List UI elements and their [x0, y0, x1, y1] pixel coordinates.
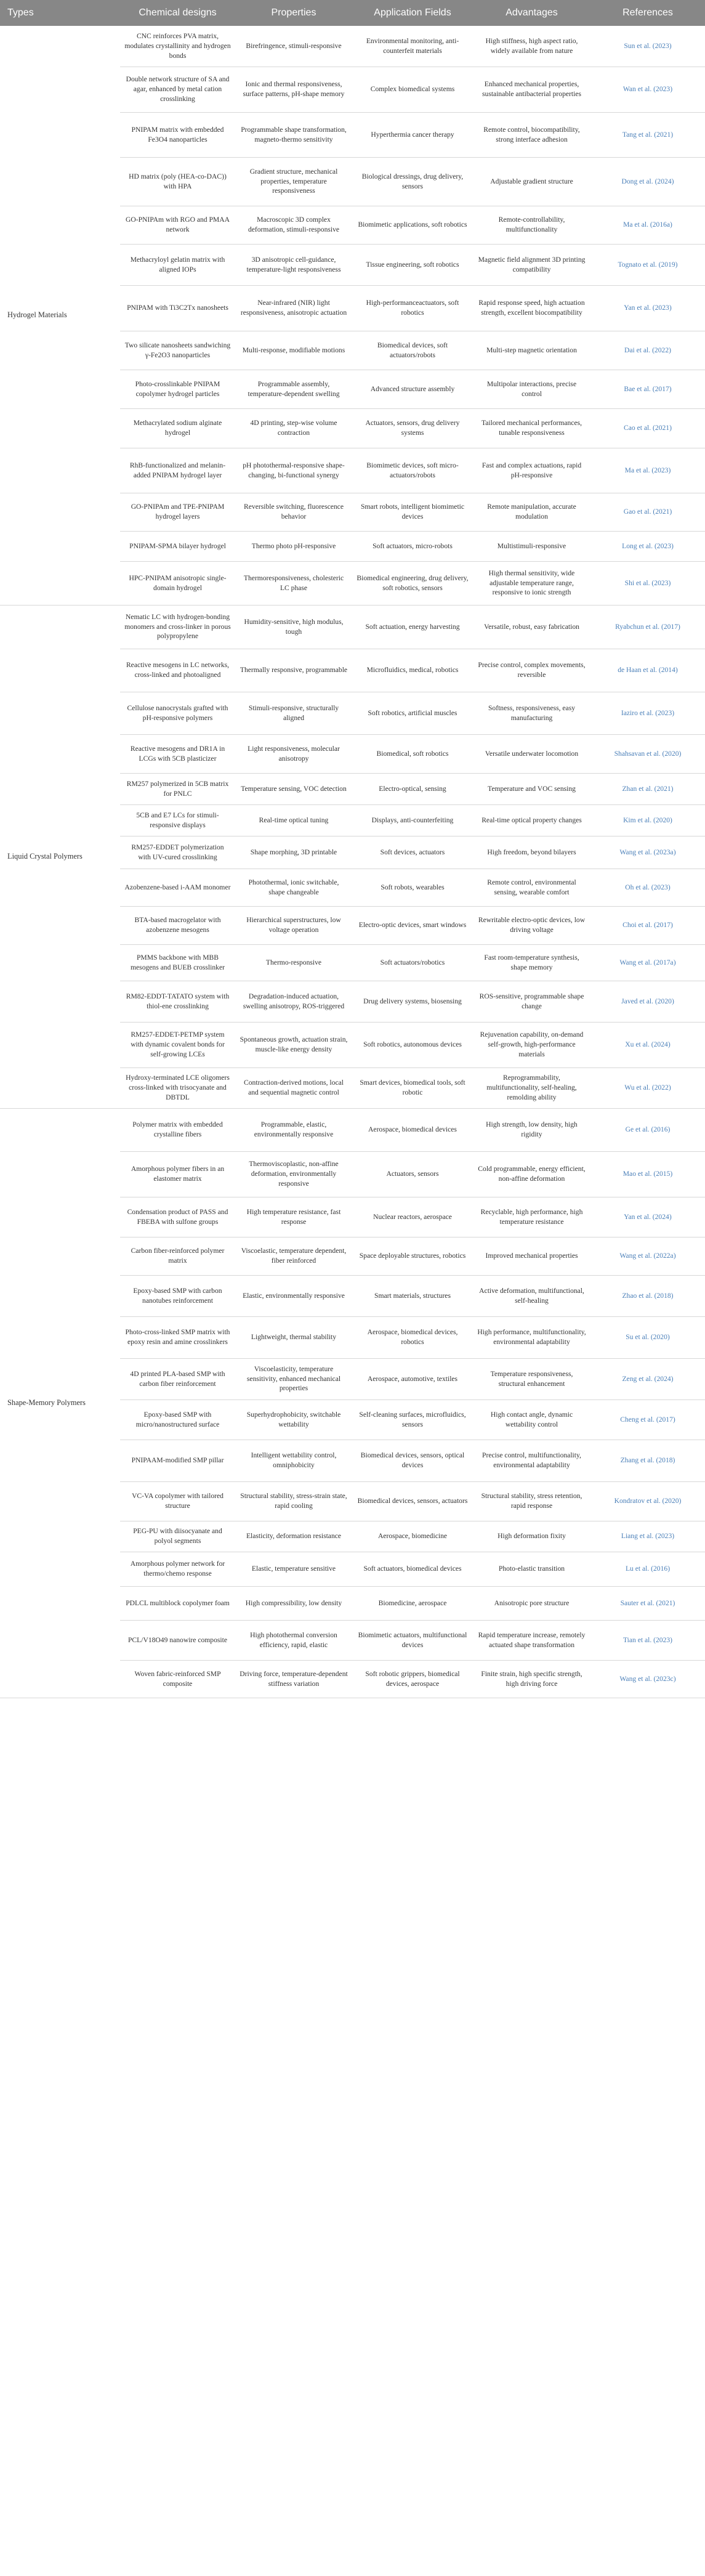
- reference-cell: Xu et al. (2024): [590, 1022, 705, 1067]
- advantages-cell: Improved mechanical properties: [473, 1237, 590, 1275]
- reference-cell: Su et al. (2020): [590, 1316, 705, 1358]
- reference-cell: Bae et al. (2017): [590, 370, 705, 408]
- header-row: [0, 0, 705, 26]
- reference-cell: Yan et al. (2023): [590, 285, 705, 331]
- properties-cell: Viscoelastic, temperature dependent, fiber reinforced: [235, 1237, 352, 1275]
- properties-cell: Thermoresponsiveness, cholesteric LC phase: [235, 561, 352, 605]
- reference-cell: Ma et al. (2016a): [590, 206, 705, 244]
- advantages-cell: Anisotropic pore structure: [473, 1586, 590, 1620]
- application-cell: Biomedical engineering, drug delivery, soft robotics, sensors: [352, 561, 473, 605]
- properties-cell: Superhydrophobicity, switchable wettability: [235, 1399, 352, 1440]
- reference-cell: Sauter et al. (2021): [590, 1586, 705, 1620]
- application-cell: Drug delivery systems, biosensing: [352, 981, 473, 1022]
- application-cell: Displays, anti-counterfeiting: [352, 804, 473, 836]
- advantages-cell: Multipolar interactions, precise control: [473, 370, 590, 408]
- properties-cell: Shape morphing, 3D printable: [235, 836, 352, 869]
- properties-cell: Light responsiveness, molecular anisotropy: [235, 734, 352, 773]
- header-types: Types: [0, 0, 120, 26]
- advantages-cell: Real-time optical property changes: [473, 804, 590, 836]
- properties-cell: Multi-response, modifiable motions: [235, 331, 352, 370]
- application-cell: Soft robots, wearables: [352, 869, 473, 906]
- design-cell: BTA-based macrogelator with azobenzene mesogens: [120, 906, 235, 944]
- application-cell: Space deployable structures, robotics: [352, 1237, 473, 1275]
- application-cell: Environmental monitoring, anti-counterfeit materials: [352, 26, 473, 67]
- advantages-cell: Remote manipulation, accurate modulation: [473, 493, 590, 531]
- properties-cell: Photothermal, ionic switchable, shape changeable: [235, 869, 352, 906]
- reference-cell: Tang et al. (2021): [590, 112, 705, 157]
- reference-cell: Sun et al. (2023): [590, 26, 705, 67]
- advantages-cell: Rejuvenation capability, on-demand self-growth, high-performance materials: [473, 1022, 590, 1067]
- properties-cell: Thermo-responsive: [235, 944, 352, 981]
- advantages-cell: Adjustable gradient structure: [473, 157, 590, 206]
- advantages-cell: High thermal sensitivity, wide adjustable temperature range, responsive to ionic strength: [473, 561, 590, 605]
- design-cell: Hydroxy-terminated LCE oligomers cross-linked with trisocyanate and DBTDL: [120, 1067, 235, 1108]
- application-cell: Complex biomedical systems: [352, 67, 473, 112]
- advantages-cell: Active deformation, multifunctional, self-healing: [473, 1275, 590, 1316]
- properties-cell: pH photothermal-responsive shape-changing, bi-functional synergy: [235, 448, 352, 493]
- application-cell: Advanced structure assembly: [352, 370, 473, 408]
- category-cell: Liquid Crystal Polymers: [0, 605, 120, 1108]
- reference-cell: Dong et al. (2024): [590, 157, 705, 206]
- advantages-cell: Multi-step magnetic orientation: [473, 331, 590, 370]
- design-cell: Double network structure of SA and agar, enhanced by metal cation crosslinking: [120, 67, 235, 112]
- reference-cell: Ryabchun et al. (2017): [590, 605, 705, 649]
- reference-cell: Ma et al. (2023): [590, 448, 705, 493]
- advantages-cell: Remote control, biocompatibility, strong interface adhesion: [473, 112, 590, 157]
- application-cell: Biomedical devices, sensors, actuators: [352, 1481, 473, 1521]
- design-cell: Reactive mesogens in LC networks, cross-linked and photoaligned: [120, 649, 235, 692]
- advantages-cell: Temperature and VOC sensing: [473, 773, 590, 804]
- application-cell: Biomimetic applications, soft robotics: [352, 206, 473, 244]
- design-cell: Methacryloyl gelatin matrix with aligned IOPs: [120, 244, 235, 285]
- advantages-cell: Fast room-temperature synthesis, shape memory: [473, 944, 590, 981]
- properties-cell: Ionic and thermal responsiveness, surface patterns, pH-shape memory: [235, 67, 352, 112]
- properties-cell: Birefringence, stimuli-responsive: [235, 26, 352, 67]
- advantages-cell: Remote-controllability, multifunctionality: [473, 206, 590, 244]
- application-cell: Electro-optical, sensing: [352, 773, 473, 804]
- application-cell: Biomimetic actuators, multifunctional devices: [352, 1620, 473, 1660]
- properties-cell: Stimuli-responsive, structurally aligned: [235, 692, 352, 734]
- reference-cell: Wang et al. (2023a): [590, 836, 705, 869]
- reference-cell: Wan et al. (2023): [590, 67, 705, 112]
- reference-cell: Wang et al. (2022a): [590, 1237, 705, 1275]
- reference-cell: Zhao et al. (2018): [590, 1275, 705, 1316]
- reference-cell: Tian et al. (2023): [590, 1620, 705, 1660]
- reference-cell: Wang et al. (2017a): [590, 944, 705, 981]
- reference-cell: Lu et al. (2016): [590, 1552, 705, 1586]
- reference-cell: Choi et al. (2017): [590, 906, 705, 944]
- reference-cell: Gao et al. (2021): [590, 493, 705, 531]
- properties-cell: Elasticity, deformation resistance: [235, 1521, 352, 1552]
- header-chemical-designs: Chemical designs: [120, 0, 235, 26]
- design-cell: Condensation product of PASS and FBEBA with sulfone groups: [120, 1197, 235, 1237]
- advantages-cell: Temperature responsiveness, structural enhancement: [473, 1358, 590, 1399]
- properties-cell: Structural stability, stress-strain state, rapid cooling: [235, 1481, 352, 1521]
- table-row: [0, 1108, 705, 1151]
- properties-cell: 3D anisotropic cell-guidance, temperature-light responsiveness: [235, 244, 352, 285]
- application-cell: Soft robotics, autonomous devices: [352, 1022, 473, 1067]
- advantages-cell: Precise control, multifunctionality, environmental adaptability: [473, 1440, 590, 1481]
- application-cell: Biomedical devices, sensors, optical devices: [352, 1440, 473, 1481]
- reference-cell: Shahsavan et al. (2020): [590, 734, 705, 773]
- design-cell: PDLCL multiblock copolymer foam: [120, 1586, 235, 1620]
- design-cell: Nematic LC with hydrogen-bonding monomers and cross-linker in porous polypropylene: [120, 605, 235, 649]
- reference-cell: Shi et al. (2023): [590, 561, 705, 605]
- application-cell: Biomedicine, aerospace: [352, 1586, 473, 1620]
- advantages-cell: Finite strain, high specific strength, high driving force: [473, 1660, 590, 1698]
- advantages-cell: Recyclable, high performance, high temperature resistance: [473, 1197, 590, 1237]
- design-cell: RM257 polymerized in 5CB matrix for PNLC: [120, 773, 235, 804]
- reference-cell: Javed et al. (2020): [590, 981, 705, 1022]
- advantages-cell: High performance, multifunctionality, environmental adaptability: [473, 1316, 590, 1358]
- properties-cell: Lightweight, thermal stability: [235, 1316, 352, 1358]
- application-cell: Soft actuators, biomedical devices: [352, 1552, 473, 1586]
- advantages-cell: Tailored mechanical performances, tunable responsiveness: [473, 408, 590, 448]
- design-cell: GO-PNIPAm and TPE-PNIPAM hydrogel layers: [120, 493, 235, 531]
- reference-cell: Liang et al. (2023): [590, 1521, 705, 1552]
- header-references: References: [590, 0, 705, 26]
- design-cell: RM257-EDDET polymerization with UV-cured crosslinking: [120, 836, 235, 869]
- properties-cell: Elastic, temperature sensitive: [235, 1552, 352, 1586]
- properties-cell: Programmable, elastic, environmentally responsive: [235, 1108, 352, 1151]
- reference-cell: Wang et al. (2023c): [590, 1660, 705, 1698]
- design-cell: CNC reinforces PVA matrix, modulates crystallinity and hydrogen bonds: [120, 26, 235, 67]
- advantages-cell: High contact angle, dynamic wettability control: [473, 1399, 590, 1440]
- application-cell: Soft actuators/robotics: [352, 944, 473, 981]
- properties-cell: Real-time optical tuning: [235, 804, 352, 836]
- properties-cell: High compressibility, low density: [235, 1586, 352, 1620]
- application-cell: Biological dressings, drug delivery, sensors: [352, 157, 473, 206]
- advantages-cell: Structural stability, stress retention, rapid response: [473, 1481, 590, 1521]
- properties-cell: Macroscopic 3D complex deformation, stimuli-responsive: [235, 206, 352, 244]
- design-cell: Azobenzene-based i-AAM monomer: [120, 869, 235, 906]
- design-cell: VC-VA copolymer with tailored structure: [120, 1481, 235, 1521]
- reference-cell: Wu et al. (2022): [590, 1067, 705, 1108]
- category-cell: Hydrogel Materials: [0, 26, 120, 605]
- reference-cell: Iaziro et al. (2023): [590, 692, 705, 734]
- properties-cell: Elastic, environmentally responsive: [235, 1275, 352, 1316]
- design-cell: Polymer matrix with embedded crystalline fibers: [120, 1108, 235, 1151]
- properties-cell: Intelligent wettability control, omniphobicity: [235, 1440, 352, 1481]
- design-cell: RhB-functionalized and melanin-added PNIPAM hydrogel layer: [120, 448, 235, 493]
- properties-cell: Programmable assembly, temperature-dependent swelling: [235, 370, 352, 408]
- design-cell: Carbon fiber-reinforced polymer matrix: [120, 1237, 235, 1275]
- properties-cell: Spontaneous growth, actuation strain, muscle-like energy density: [235, 1022, 352, 1067]
- properties-cell: High temperature resistance, fast response: [235, 1197, 352, 1237]
- application-cell: Self-cleaning surfaces, microfluidics, sensors: [352, 1399, 473, 1440]
- application-cell: Electro-optic devices, smart windows: [352, 906, 473, 944]
- design-cell: Two silicate nanosheets sandwiching γ-Fe2O3 nanoparticles: [120, 331, 235, 370]
- advantages-cell: Rapid temperature increase, remotely actuated shape transformation: [473, 1620, 590, 1660]
- design-cell: Photo-crosslinkable PNIPAM copolymer hydrogel particles: [120, 370, 235, 408]
- design-cell: PNIPAM matrix with embedded Fe3O4 nanoparticles: [120, 112, 235, 157]
- advantages-cell: Remote control, environmental sensing, wearable comfort: [473, 869, 590, 906]
- properties-cell: Contraction-derived motions, local and sequential magnetic control: [235, 1067, 352, 1108]
- reference-cell: Mao et al. (2015): [590, 1151, 705, 1197]
- table-row: [0, 605, 705, 649]
- application-cell: Soft robotic grippers, biomedical devices, aerospace: [352, 1660, 473, 1698]
- header-application-fields: Application Fields: [352, 0, 473, 26]
- advantages-cell: Cold programmable, energy efficient, non-affine deformation: [473, 1151, 590, 1197]
- reference-cell: Zhang et al. (2018): [590, 1440, 705, 1481]
- application-cell: Tissue engineering, soft robotics: [352, 244, 473, 285]
- design-cell: Cellulose nanocrystals grafted with pH-responsive polymers: [120, 692, 235, 734]
- application-cell: Actuators, sensors: [352, 1151, 473, 1197]
- design-cell: Woven fabric-reinforced SMP composite: [120, 1660, 235, 1698]
- design-cell: Methacrylated sodium alginate hydrogel: [120, 408, 235, 448]
- advantages-cell: Precise control, complex movements, reversible: [473, 649, 590, 692]
- advantages-cell: Magnetic field alignment 3D printing compatibility: [473, 244, 590, 285]
- properties-cell: Programmable shape transformation, magneto-thermo sensitivity: [235, 112, 352, 157]
- reference-cell: Zeng et al. (2024): [590, 1358, 705, 1399]
- design-cell: Amorphous polymer fibers in an elastomer matrix: [120, 1151, 235, 1197]
- advantages-cell: High stiffness, high aspect ratio, widely available from nature: [473, 26, 590, 67]
- application-cell: Aerospace, biomedicine: [352, 1521, 473, 1552]
- application-cell: Aerospace, biomedical devices, robotics: [352, 1316, 473, 1358]
- application-cell: Biomedical, soft robotics: [352, 734, 473, 773]
- design-cell: HD matrix (poly (HEA-co-DAC)) with HPA: [120, 157, 235, 206]
- advantages-cell: ROS-sensitive, programmable shape change: [473, 981, 590, 1022]
- header-advantages: Advantages: [473, 0, 590, 26]
- design-cell: Epoxy-based SMP with carbon nanotubes reinforcement: [120, 1275, 235, 1316]
- reference-cell: Long et al. (2023): [590, 531, 705, 561]
- application-cell: Smart materials, structures: [352, 1275, 473, 1316]
- advantages-cell: Rewritable electro-optic devices, low driving voltage: [473, 906, 590, 944]
- advantages-cell: High freedom, beyond bilayers: [473, 836, 590, 869]
- design-cell: HPC-PNIPAM anisotropic single-domain hydrogel: [120, 561, 235, 605]
- properties-cell: Temperature sensing, VOC detection: [235, 773, 352, 804]
- reference-cell: Ge et al. (2016): [590, 1108, 705, 1151]
- properties-cell: Driving force, temperature-dependent stiffness variation: [235, 1660, 352, 1698]
- design-cell: PEG-PU with diisocyanate and polyol segments: [120, 1521, 235, 1552]
- properties-cell: Viscoelasticity, temperature sensitivity, enhanced mechanical properties: [235, 1358, 352, 1399]
- reference-cell: Yan et al. (2024): [590, 1197, 705, 1237]
- reference-cell: Dai et al. (2022): [590, 331, 705, 370]
- design-cell: PNIPAAM-modified SMP pillar: [120, 1440, 235, 1481]
- properties-cell: Thermoviscoplastic, non-affine deformation, environmentally responsive: [235, 1151, 352, 1197]
- advantages-cell: Reprogrammability, multifunctionality, self-healing, remolding ability: [473, 1067, 590, 1108]
- properties-cell: Reversible switching, fluorescence behavior: [235, 493, 352, 531]
- reference-cell: de Haan et al. (2014): [590, 649, 705, 692]
- design-cell: PMMS backbone with MBB mesogens and BUEB crosslinker: [120, 944, 235, 981]
- design-cell: PNIPAM-SPMA bilayer hydrogel: [120, 531, 235, 561]
- application-cell: Smart devices, biomedical tools, soft robotic: [352, 1067, 473, 1108]
- application-cell: Soft robotics, artificial muscles: [352, 692, 473, 734]
- reference-cell: Kim et al. (2020): [590, 804, 705, 836]
- application-cell: High-performanceactuators, soft robotics: [352, 285, 473, 331]
- application-cell: Actuators, sensors, drug delivery systems: [352, 408, 473, 448]
- advantages-cell: Versatile underwater locomotion: [473, 734, 590, 773]
- design-cell: PCL/V18O49 nanowire composite: [120, 1620, 235, 1660]
- design-cell: Epoxy-based SMP with micro/nanostructured surface: [120, 1399, 235, 1440]
- properties-cell: Gradient structure, mechanical properties, temperature responsiveness: [235, 157, 352, 206]
- reference-cell: Oh et al. (2023): [590, 869, 705, 906]
- design-cell: 4D printed PLA-based SMP with carbon fiber reinforcement: [120, 1358, 235, 1399]
- application-cell: Biomimetic devices, soft micro-actuators/robots: [352, 448, 473, 493]
- advantages-cell: Fast and complex actuations, rapid pH-responsive: [473, 448, 590, 493]
- design-cell: RM82-EDDT-TATATO system with thiol-ene crosslinking: [120, 981, 235, 1022]
- application-cell: Soft actuators, micro-robots: [352, 531, 473, 561]
- design-cell: RM257-EDDET-PETMP system with dynamic covalent bonds for self-growing LCEs: [120, 1022, 235, 1067]
- application-cell: Microfluidics, medical, robotics: [352, 649, 473, 692]
- properties-cell: Thermo photo pH-responsive: [235, 531, 352, 561]
- advantages-cell: High deformation fixity: [473, 1521, 590, 1552]
- application-cell: Biomedical devices, soft actuators/robots: [352, 331, 473, 370]
- advantages-cell: Photo-elastic transition: [473, 1552, 590, 1586]
- design-cell: GO-PNIPAm with RGO and PMAA network: [120, 206, 235, 244]
- application-cell: Aerospace, biomedical devices: [352, 1108, 473, 1151]
- properties-cell: 4D printing, step-wise volume contraction: [235, 408, 352, 448]
- category-cell: Shape-Memory Polymers: [0, 1108, 120, 1698]
- design-cell: Reactive mesogens and DR1A in LCGs with 5CB plasticizer: [120, 734, 235, 773]
- design-cell: 5CB and E7 LCs for stimuli-responsive displays: [120, 804, 235, 836]
- advantages-cell: Multistimuli-responsive: [473, 531, 590, 561]
- properties-cell: Near-infrared (NIR) light responsiveness, anisotropic actuation: [235, 285, 352, 331]
- properties-cell: Hierarchical superstructures, low voltage operation: [235, 906, 352, 944]
- reference-cell: Zhan et al. (2021): [590, 773, 705, 804]
- properties-cell: Degradation-induced actuation, swelling anisotropy, ROS-triggered: [235, 981, 352, 1022]
- advantages-cell: Softness, responsiveness, easy manufacturing: [473, 692, 590, 734]
- design-cell: Amorphous polymer network for thermo/chemo response: [120, 1552, 235, 1586]
- application-cell: Hyperthermia cancer therapy: [352, 112, 473, 157]
- design-cell: PNIPAM with Ti3C2Tx nanosheets: [120, 285, 235, 331]
- properties-cell: High photothermal conversion efficiency, rapid, elastic: [235, 1620, 352, 1660]
- reference-cell: Cheng et al. (2017): [590, 1399, 705, 1440]
- properties-cell: Thermally responsive, programmable: [235, 649, 352, 692]
- advantages-cell: Enhanced mechanical properties, sustainable antibacterial properties: [473, 67, 590, 112]
- reference-cell: Tognato et al. (2019): [590, 244, 705, 285]
- advantages-cell: Versatile, robust, easy fabrication: [473, 605, 590, 649]
- application-cell: Soft actuation, energy harvesting: [352, 605, 473, 649]
- application-cell: Nuclear reactors, aerospace: [352, 1197, 473, 1237]
- advantages-cell: High strength, low density, high rigidity: [473, 1108, 590, 1151]
- reference-cell: Kondratov et al. (2020): [590, 1481, 705, 1521]
- application-cell: Aerospace, automotive, textiles: [352, 1358, 473, 1399]
- design-cell: Photo-cross-linked SMP matrix with epoxy resin and amine crosslinkers: [120, 1316, 235, 1358]
- table-row: [0, 26, 705, 67]
- reference-cell: Cao et al. (2021): [590, 408, 705, 448]
- application-cell: Soft devices, actuators: [352, 836, 473, 869]
- application-cell: Smart robots, intelligent biomimetic devices: [352, 493, 473, 531]
- properties-cell: Humidity-sensitive, high modulus, tough: [235, 605, 352, 649]
- advantages-cell: Rapid response speed, high actuation strength, excellent biocompatibility: [473, 285, 590, 331]
- header-properties: Properties: [235, 0, 352, 26]
